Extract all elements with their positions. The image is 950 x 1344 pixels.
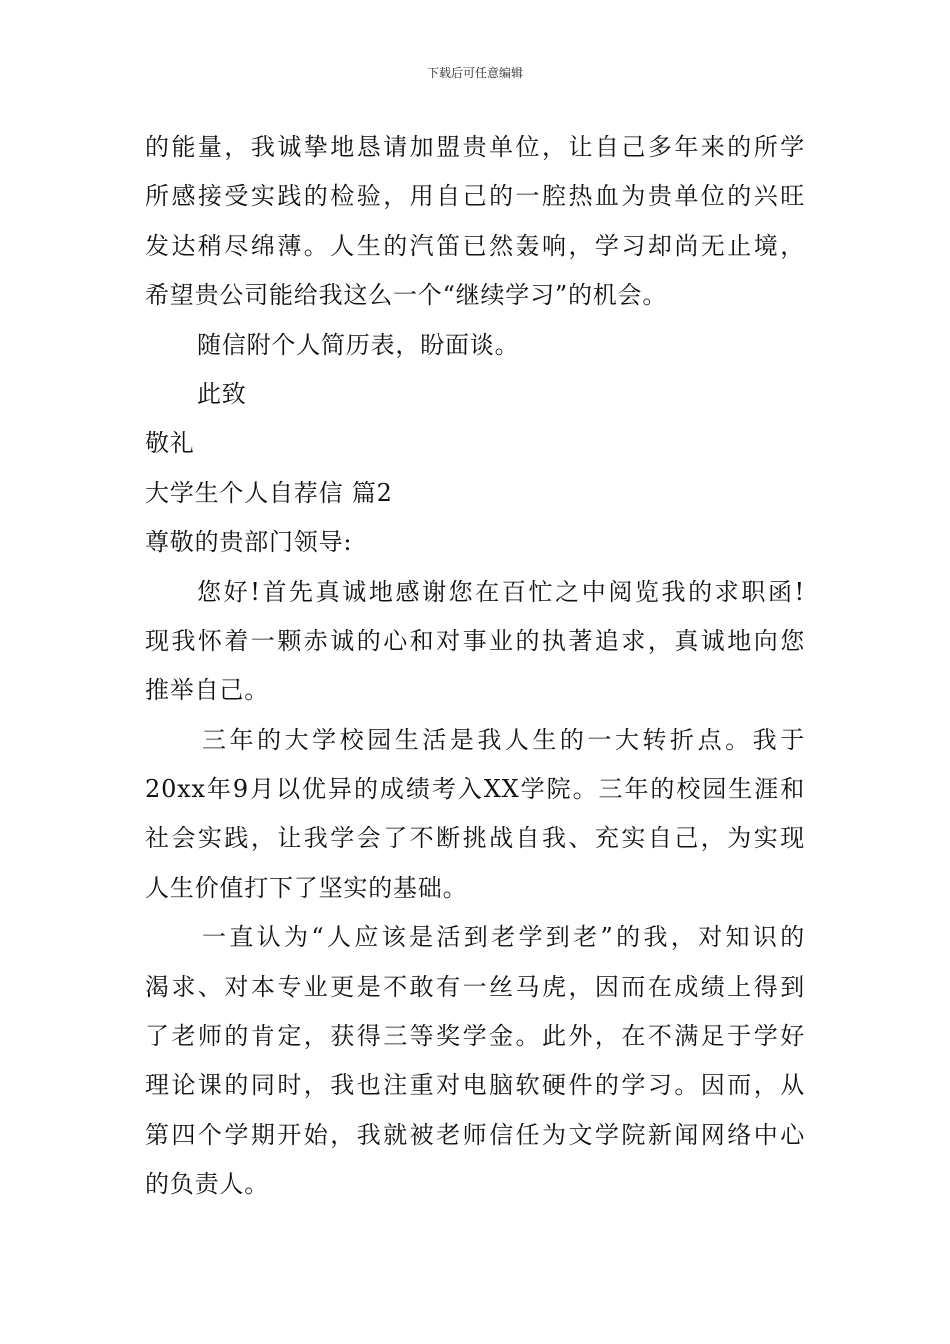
body-line: 的负责人。 — [145, 1170, 269, 1199]
document-body — [145, 123, 805, 1210]
body-line: 社会实践，让我学会了不断挑战自我、充实自己，为实现 — [145, 824, 805, 853]
body-line: 理论课的同时，我也注重对电脑软硬件的学习。因而，从 — [145, 1071, 805, 1100]
body-line: 三年的大学校园生活是我人生的一大转折点。我于 — [202, 725, 805, 754]
body-line: 希望贵公司能给我这么一个“继续学习”的机会。 — [145, 281, 668, 310]
body-line: 所感接受实践的检验，用自己的一腔热血为贵单位的兴旺 — [145, 182, 805, 211]
body-line: 发达稍尽绵薄。人生的汽笛已然轰响，学习却尚无止境， — [145, 231, 805, 260]
body-line: 了老师的肯定，获得三等奖学金。此外，在不满足于学好 — [145, 1022, 805, 1051]
section-title: 大学生个人自荐信 篇2 — [145, 478, 393, 507]
body-line: 人生价值打下了坚实的基础。 — [145, 873, 468, 902]
body-line: 第四个学期开始，我就被老师信任为文学院新闻网络中心 — [145, 1120, 805, 1149]
closing-regards: 敬礼 — [145, 429, 195, 458]
body-line: 20xx年9月以优异的成绩考入XX学院。三年的校园生涯和 — [145, 775, 805, 804]
page-header: 下载后可任意编辑 — [426, 66, 523, 80]
greeting: 尊敬的贵部门领导: — [145, 528, 353, 557]
body-line: 现我怀着一颗赤诚的心和对事业的执著追求，真诚地向您 — [145, 626, 805, 655]
body-line: 一直认为“人应该是活到老学到老”的我，对知识的 — [202, 923, 805, 952]
body-line: 的能量，我诚挚地恳请加盟贵单位，让自己多年来的所学 — [145, 133, 805, 161]
body-line: 随信附个人简历表，盼面谈。 — [197, 330, 520, 359]
body-line: 您好!首先真诚地感谢您在百忙之中阅览我的求职函! — [197, 577, 805, 606]
body-line: 渴求、对本专业更是不敢有一丝马虎，因而在成绩上得到 — [145, 972, 805, 1001]
body-line: 推举自己。 — [145, 676, 269, 705]
closing-salutation: 此致 — [197, 379, 247, 408]
